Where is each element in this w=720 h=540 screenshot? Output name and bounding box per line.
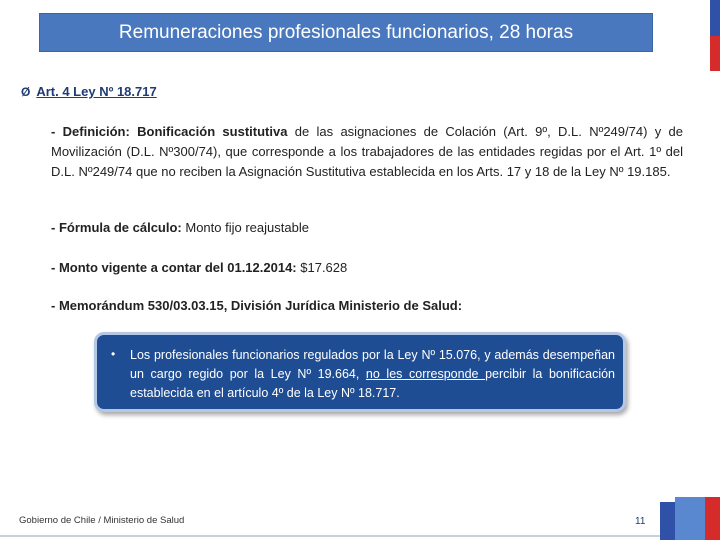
- flag-bottom-blue-light: [675, 497, 705, 540]
- definition-label: - Definición:: [51, 124, 130, 139]
- footer-organization: Gobierno de Chile / Ministerio de Salud: [19, 515, 185, 526]
- footer-divider: [0, 535, 710, 537]
- slide-title-bar: [39, 13, 653, 52]
- callout-bullet: •: [111, 347, 116, 361]
- callout-text-before: Los profesionales funcionarios regulados por la Ley Nº 15.076, y además desempeñan un cargo regido por la Ley Nº 19.664,: [130, 348, 615, 381]
- page-number: 11: [635, 516, 646, 527]
- article-heading: [21, 84, 157, 99]
- slide-title: Remuneraciones profesionales funcionarios, 28 horas: [118, 21, 574, 43]
- callout-underlined: no les corresponde: [365, 367, 486, 381]
- chile-flag-decoration-top: [710, 0, 720, 71]
- flag-bottom-red: [705, 497, 720, 540]
- amount-value: $17.628: [296, 260, 348, 275]
- definition-bold-term: Bonificación sustitutiva: [137, 124, 288, 139]
- definition-paragraph: [51, 122, 683, 182]
- flag-bottom-blue-dark: [660, 502, 675, 540]
- formula-label: - Fórmula de cálculo:: [51, 220, 182, 235]
- flag-blue-stripe: [710, 0, 720, 36]
- amount-label: - Monto vigente a contar del 01.12.2014:: [51, 260, 297, 275]
- definition-text: de las asignaciones de Colación (Art. 9º, D.L. Nº249/74) y de Movilización (D.L. Nº300/74), que corresponde a los trabajadores de las entidades regidas por el Art. 1º del D.L. Nº249/74 que no reciben la Asignación Sustitutiva establecida en los Arts. 17 y 18 de la Ley Nº 19.185.: [51, 124, 683, 179]
- callout-text-after: percibir la bonificación establecida en el artículo 4º de la Ley Nº 18.717.: [130, 367, 615, 400]
- memo-line: [51, 296, 683, 316]
- article-label: Art. 4 Ley Nº 18.717: [36, 84, 157, 99]
- callout-box: [94, 332, 626, 412]
- chile-flag-decoration-bottom: [660, 497, 720, 540]
- memo-label: - Memorándum 530/03.03.15, División Jurídica Ministerio de Salud:: [51, 298, 463, 313]
- arrow-bullet-icon: Ø: [21, 84, 31, 99]
- formula-line: [51, 218, 683, 238]
- amount-line: [51, 258, 683, 278]
- formula-value: Monto fijo reajustable: [181, 220, 309, 235]
- callout-text: [130, 346, 615, 403]
- flag-red-stripe: [710, 36, 720, 72]
